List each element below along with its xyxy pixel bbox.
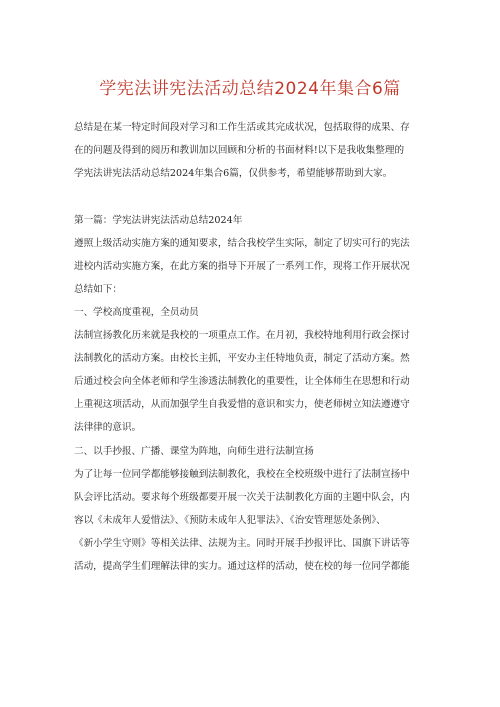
subsection-heading: 二、以手抄报、广播、课堂为阵地，向师生进行法制宣扬 [74, 446, 314, 457]
paragraph-line: 上重视这项活动，从而加强学生自我爱惜的意识和实力，使老师树立知法遵遵守 [74, 399, 410, 410]
document-title: 学宪法讲宪法活动总结2024年集合6篇 [99, 79, 401, 99]
paragraph-line: 队会评比活动。要求每个班级都要开展一次关于法制教化方面的主题中队会，内 [74, 492, 410, 503]
section-heading: 第一篇：学宪法讲宪法活动总结2024年 [74, 215, 243, 226]
paragraph-line: 为了让每一位同学都能够接触到法制教化，我校在全校班级中进行了法制宣扬中 [74, 469, 410, 480]
subsection-heading: 一、学校高度重视，全员动员 [74, 307, 199, 318]
paragraph-line: 遵照上级活动实施方案的通知要求，结合我校学生实际，制定了切实可行的宪法 [74, 238, 410, 249]
paragraph-line: 法制教化的活动方案。由校长主抓，平安办主任特地负责，制定了活动方案。然 [74, 353, 410, 364]
paragraph-line: 容以《未成年人爱惜法》、《预防未成年人犯罪法》、《治安管理惩处条例》、 [74, 515, 386, 526]
paragraph-line: 总结如下： [74, 284, 122, 295]
paragraph-line: 法制宣扬教化历来就是我校的一项重点工作。在月初，我校特地利用行政会探讨 [74, 330, 410, 341]
intro-line: 总结是在某一特定时间段对学习和工作生活或其完成状况，包括取得的成果、存 [74, 122, 410, 133]
paragraph-line: 法律律的意识。 [74, 422, 142, 433]
intro-line: 在的问题及得到的阅历和教训加以回顾和分析的书面材料!以下是我收集整理的 [74, 145, 405, 156]
paragraph-line: 《新小学生守则》等相关法律、法规为主。同时开展手抄报评比、国旗下讲话等 [74, 538, 410, 549]
intro-line: 学宪法讲宪法活动总结2024年集合6篇，仅供参考，希望能够帮助到大家。 [74, 168, 393, 179]
paragraph-line: 进校内活动实施方案，在此方案的指导下开展了一系列工作，现将工作开展状况 [74, 261, 410, 272]
paragraph-line: 后通过校会向全体老师和学生渗透法制教化的重要性，让全体师生在思想和行动 [74, 376, 410, 387]
paragraph-line: 活动，提高学生们理解法律的实力。通过这样的活动，使在校的每一位同学都能 [74, 561, 410, 572]
